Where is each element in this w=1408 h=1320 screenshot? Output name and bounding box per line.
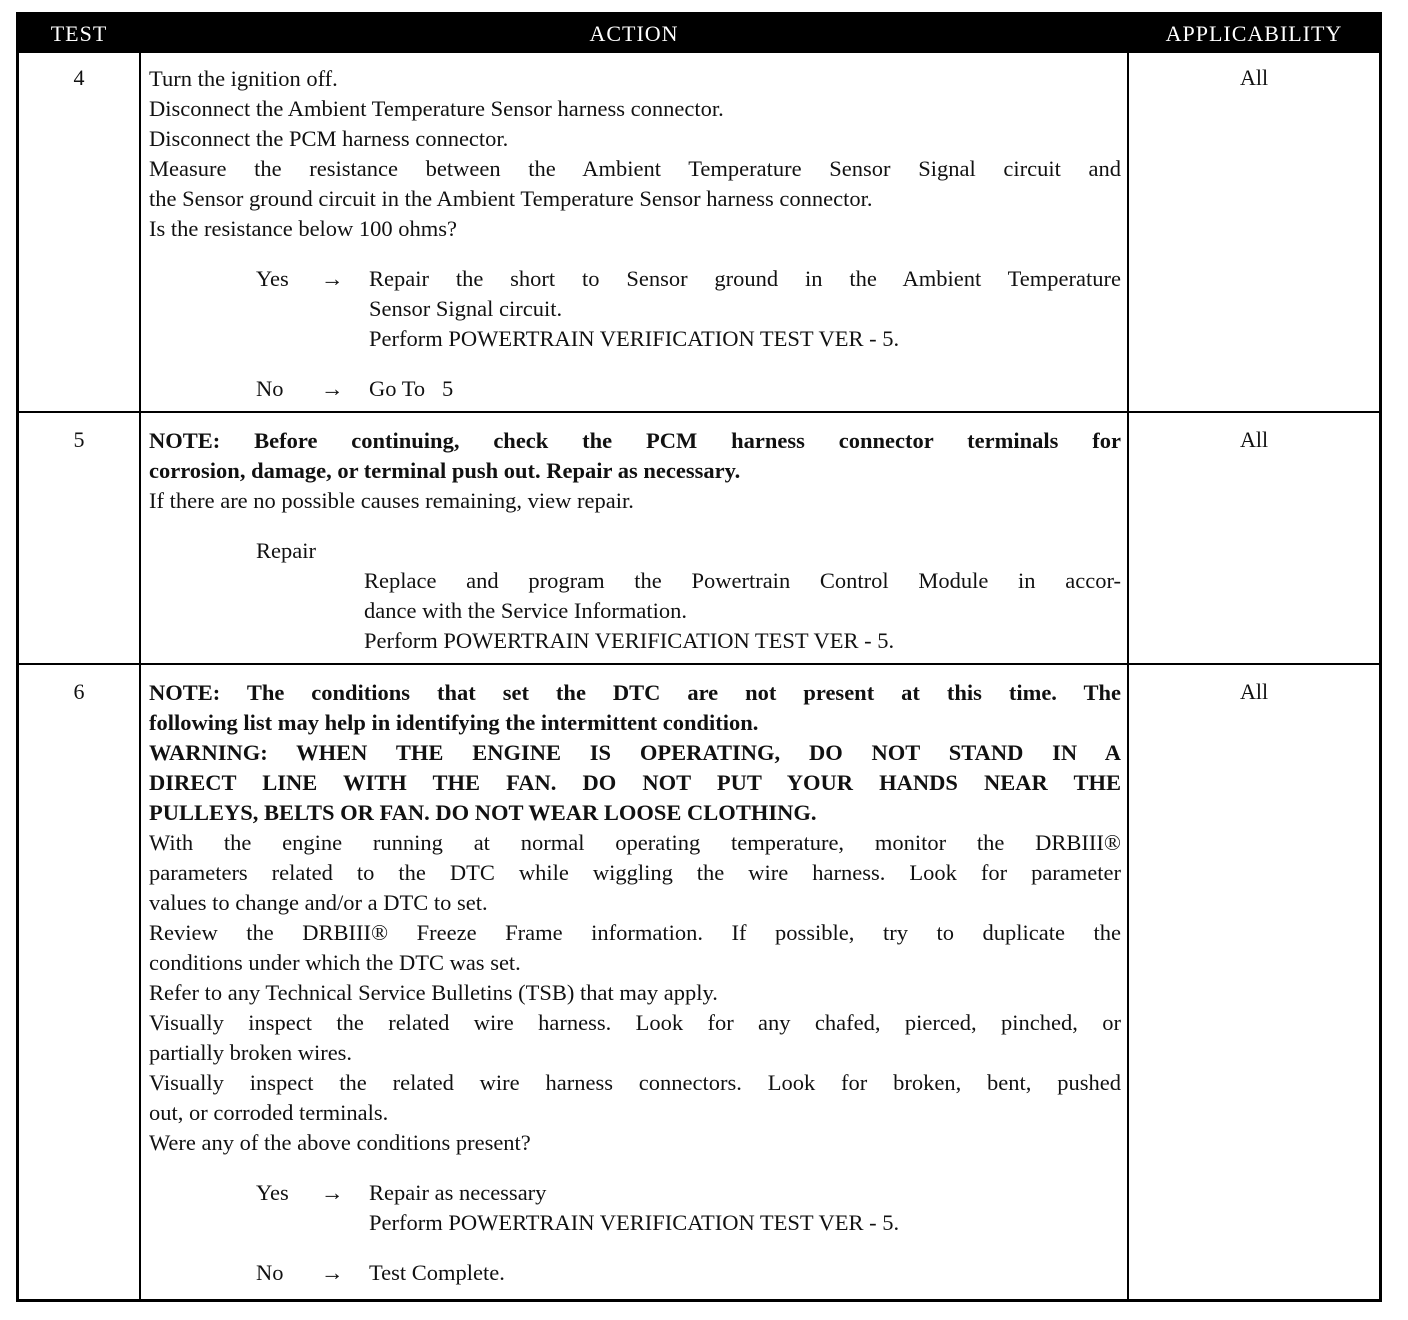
column-divider — [139, 53, 141, 1299]
yes-result — [149, 1178, 1121, 1208]
result-line: Perform POWERTRAIN VERIFICATION TEST VER - 5. — [369, 326, 900, 351]
no-label: No — [256, 376, 284, 401]
action-line: Visually inspect the related wire harness connectors. Look for broken, bent, pushed — [149, 1070, 1121, 1095]
action-line: Is the resistance below 100 ohms? — [149, 216, 458, 241]
column-divider — [1127, 53, 1129, 1299]
arrow-icon: → — [321, 266, 344, 291]
applicability-value: All — [1239, 65, 1269, 90]
action-cell — [149, 678, 1121, 1288]
note-line: corrosion, damage, or terminal push out. Repair as necessary. — [149, 458, 741, 483]
yes-label: Yes — [256, 266, 289, 291]
repair-line: Perform POWERTRAIN VERIFICATION TEST VER - 5. — [364, 628, 895, 653]
header-test: TEST — [50, 21, 108, 46]
warning-line: PULLEYS, BELTS OR FAN. DO NOT WEAR LOOSE CLOTHING. — [149, 800, 817, 825]
action-line: Measure the resistance between the Ambient Temperature Sensor Signal circuit and — [149, 156, 1121, 181]
action-line: the Sensor ground circuit in the Ambient Temperature Sensor harness connector. — [149, 186, 873, 211]
no-result — [149, 374, 1121, 404]
action-line: If there are no possible causes remaining, view repair. — [149, 488, 634, 513]
header-applicability: APPLICABILITY — [1165, 21, 1343, 46]
action-line: parameters related to the DTC while wiggling the wire harness. Look for parameter — [149, 860, 1121, 885]
action-line: Visually inspect the related wire harness. Look for any chafed, pierced, pinched, or — [149, 1010, 1121, 1035]
action-cell — [149, 64, 1121, 404]
no-result — [149, 1258, 1121, 1288]
action-line: Disconnect the Ambient Temperature Sensor harness connector. — [149, 96, 724, 121]
action-line: conditions under which the DTC was set. — [149, 950, 521, 975]
warning-line: DIRECT LINE WITH THE FAN. DO NOT PUT YOUR HANDS NEAR THE — [149, 770, 1121, 795]
yes-result — [149, 264, 1121, 294]
note-line: following list may help in identifying the intermittent condition. — [149, 710, 759, 735]
result-line: Repair as necessary — [369, 1180, 547, 1205]
result-line: Repair the short to Sensor ground in the Ambient Temperature — [369, 266, 1121, 291]
action-line: Turn the ignition off. — [149, 66, 338, 91]
arrow-icon: → — [321, 376, 344, 401]
arrow-icon: → — [321, 1260, 344, 1285]
note-line: NOTE: Before continuing, check the PCM harness connector terminals for — [149, 428, 1121, 453]
header-action: ACTION — [589, 21, 679, 46]
test-number: 5 — [73, 427, 85, 452]
applicability-value: All — [1239, 427, 1269, 452]
action-line: out, or corroded terminals. — [149, 1100, 389, 1125]
repair-label: Repair — [256, 538, 316, 563]
no-label: No — [256, 1260, 284, 1285]
note-line: NOTE: The conditions that set the DTC are not present at this time. The — [149, 680, 1121, 705]
yes-label: Yes — [256, 1180, 289, 1205]
action-line: values to change and/or a DTC to set. — [149, 890, 488, 915]
action-line: With the engine running at normal operating temperature, monitor the DRBIII® — [149, 830, 1121, 855]
action-line: partially broken wires. — [149, 1040, 353, 1065]
result-line: Test Complete. — [369, 1260, 505, 1285]
row-divider — [19, 663, 1379, 665]
action-cell — [149, 426, 1121, 656]
repair-line: Replace and program the Powertrain Control Module in accor- — [364, 568, 1121, 593]
result-line: Sensor Signal circuit. — [369, 296, 563, 321]
test-number: 6 — [73, 679, 85, 704]
row-divider — [19, 411, 1379, 413]
arrow-icon: → — [321, 1180, 344, 1205]
action-line: Refer to any Technical Service Bulletins (TSB) that may apply. — [149, 980, 718, 1005]
test-number: 4 — [73, 65, 85, 90]
action-line: Disconnect the PCM harness connector. — [149, 126, 509, 151]
result-line: Go To 5 — [369, 376, 454, 401]
result-line: Perform POWERTRAIN VERIFICATION TEST VER - 5. — [369, 1210, 900, 1235]
warning-line: WARNING: WHEN THE ENGINE IS OPERATING, DO NOT STAND IN A — [149, 740, 1121, 765]
applicability-value: All — [1239, 679, 1269, 704]
diagnostic-table — [16, 12, 1382, 1302]
action-line: Were any of the above conditions present? — [149, 1130, 531, 1155]
repair-line: dance with the Service Information. — [364, 598, 688, 623]
action-line: Review the DRBIII® Freeze Frame information. If possible, try to duplicate the — [149, 920, 1121, 945]
table-header — [19, 15, 1379, 53]
